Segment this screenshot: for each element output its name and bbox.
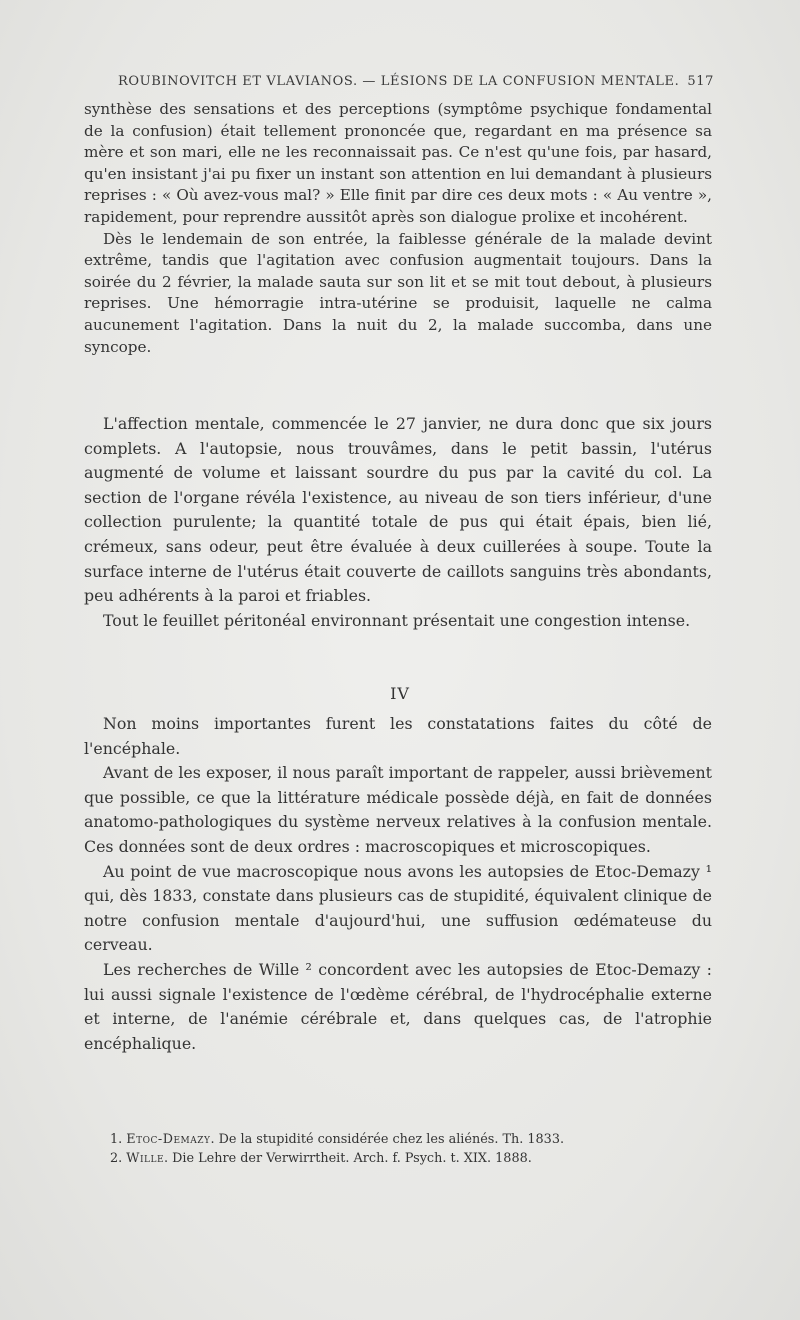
- paragraph: Tout le feuillet péritonéal environnant présentait une congestion intense.: [103, 610, 691, 630]
- running-title: ROUBINOVITCH ET VLAVIANOS. — LÉSIONS DE LA CONFUSION MENTALE.: [118, 74, 680, 89]
- footnote: [110, 1149, 720, 1168]
- paragraph: L'affection mentale, commencée le 27 janvier, ne dura donc que six jours complets. A l'autopsie, nous trouvâmes, dans le petit bassin, l'utérus augmenté de volume et laissant sourdre du pus par la cavité du col. La section de l'organe révéla l'existence, au niveau de son tiers inférieur, d'une collection purulente; la quantité totale de pus qui était épais, bien lié, crémeux, sans odeur, peut être évaluée à deux cuillerées à soupe. Toute la surface interne de l'utérus était couverte de caillots sanguins très abondants, peu adhérents à la paroi et friables.: [84, 414, 712, 606]
- case-continuation: [84, 99, 712, 358]
- section-heading: IV: [390, 684, 410, 703]
- footnote-number: 1.: [110, 1132, 123, 1147]
- footnotes: [110, 1130, 720, 1168]
- footnote-text: . Die Lehre der Verwirrtheit. Arch. f. Psych. t. XIX. 1888.: [164, 1151, 532, 1166]
- footnote-author: Etoc-Demazy: [126, 1132, 211, 1147]
- paragraph: Non moins importantes furent les constatations faites du côté de l'encéphale.: [84, 714, 712, 758]
- paragraph: synthèse des sensations et des perceptions (symptôme psychique fondamental de la confusion) était tellement prononcée que, regardant en ma présence sa mère et son mari, elle ne les reconnaissait pas. Ce n'est qu'une fois, par hasard, qu'en insistant j'ai pu fixer un instant son attention en lui demandant à plusieurs reprises : « Où avez-vous mal? » Elle finit par dire ces deux mots : « Au ventre », rapidement, pour reprendre aussitôt après son dialogue prolixe et incohérent.: [84, 100, 712, 226]
- paragraph: Les recherches de Wille ² concordent avec les autopsies de Etoc-Demazy : lui aussi signale l'existence de l'œdème cérébral, de l'hydrocéphalie externe et interne, de l'anémie cérébrale et, dans quelques cas, de l'atrophie encéphalique.: [84, 959, 712, 1053]
- footnote-text: . De la stupidité considérée chez les aliénés. Th. 1833.: [210, 1132, 565, 1147]
- paragraph: Dès le lendemain de son entrée, la faiblesse générale de la malade devint extrême, tandis que l'agitation avec confusion augmentait toujours. Dans la soirée du 2 février, la malade sauta sur son lit et se mit tout debout, à plusieurs reprises. Une hémorragie intra-utérine se produisit, laquelle ne calma aucunement l'agitation. Dans la nuit du 2, la malade succomba, dans une syncope.: [84, 229, 712, 356]
- footnote-number: 2.: [110, 1151, 123, 1166]
- paragraph: Avant de les exposer, il nous paraît important de rappeler, aussi brièvement que possible, ce que la littérature médicale possède déjà, en fait de données anatomo-pathologiques du système nerveux relatives à la confusion mentale. Ces données sont de deux ordres : macroscopiques et microscopiques.: [84, 763, 712, 856]
- footnote: [110, 1130, 720, 1149]
- autopsy-section: [84, 412, 712, 633]
- paragraph: Au point de vue macroscopique nous avons les autopsies de Etoc-Demazy ¹ qui, dès 1833, constate dans plusieurs cas de stupidité, équivalent clinique de notre confusion mentale d'aujourd'hui, une suffusion œdémateuse du cerveau.: [84, 861, 712, 955]
- page-number: 517: [687, 74, 714, 89]
- footnote-author: Wille: [126, 1151, 165, 1166]
- page-header: [118, 74, 714, 89]
- section-iv-body: [84, 712, 712, 1056]
